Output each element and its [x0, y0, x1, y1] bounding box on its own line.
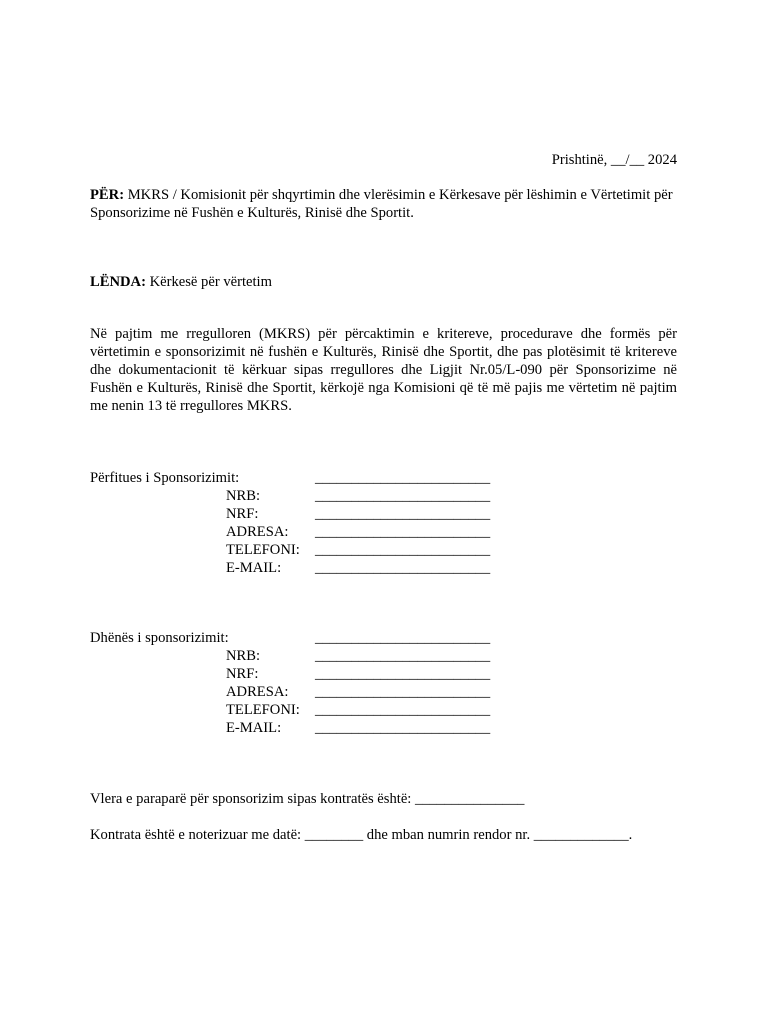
form-row: [90, 629, 510, 647]
field-blank: ________________________: [315, 702, 491, 718]
beneficiary-name-blank: ________________________: [315, 470, 491, 486]
contract-notary-line: Kontrata është e noterizuar me datë: ________ dhe mban numrin rendor nr. _____________.: [90, 827, 633, 843]
field-blank: ________________________: [315, 488, 491, 504]
field-blank: ________________________: [315, 720, 491, 736]
field-label-address: ADRESA:: [226, 684, 289, 700]
form-row: [90, 541, 510, 559]
field-label-phone: TELEFONI:: [226, 702, 300, 718]
sponsorship-value-line: Vlera e paraparë për sponsorizim sipas kontratës është: _______________: [90, 791, 525, 807]
form-row: [90, 719, 510, 737]
field-label-phone: TELEFONI:: [226, 542, 300, 558]
field-blank: ________________________: [315, 560, 491, 576]
sponsor-name-blank: ________________________: [315, 630, 491, 646]
form-row: [90, 665, 510, 683]
subject-label: LËNDA:: [90, 274, 146, 290]
field-blank: ________________________: [315, 506, 491, 522]
document-date: Prishtinë, __/__ 2024: [551, 152, 677, 168]
sponsor-title: Dhënës i sponsorizimit:: [90, 630, 229, 646]
form-row: [90, 559, 510, 577]
subject-paragraph: [90, 273, 677, 291]
field-label-nrf: NRF:: [226, 506, 259, 522]
recipient-paragraph: [90, 186, 677, 222]
field-label-address: ADRESA:: [226, 524, 289, 540]
field-label-email: E-MAIL:: [226, 720, 282, 736]
form-row: [90, 487, 510, 505]
field-blank: ________________________: [315, 684, 491, 700]
field-blank: ________________________: [315, 648, 491, 664]
sponsor-form: [90, 629, 510, 737]
form-row: [90, 505, 510, 523]
form-row: [90, 701, 510, 719]
recipient-label: PËR:: [90, 187, 125, 203]
field-blank: ________________________: [315, 666, 491, 682]
form-row: [90, 647, 510, 665]
form-row: [90, 469, 510, 487]
subject-text: Kërkesë për vërtetim: [145, 274, 272, 290]
request-body: Në pajtim me rregulloren (MKRS) për përcaktimin e kritereve, procedurave dhe formës për vërtetimin e sponsorizimit në fushën e Kulturës, Rinisë dhe Sportit, dhe pas plotësimit të kritereve dhe dokumentacionit të kërkuar sipas rregullores dhe Ligjit Nr.05/L-090 për Sponsorizime në Fushën e Kulturës, Rinisë dhe Sportit, kërkojë nga Komisioni që të më pajis me vërtetim në pajtim me nenin 13 të rregullores MKRS.: [90, 326, 677, 414]
field-blank: ________________________: [315, 542, 491, 558]
beneficiary-title: Përfitues i Sponsorizimit:: [90, 470, 240, 486]
field-label-nrb: NRB:: [226, 648, 261, 664]
form-row: [90, 523, 510, 541]
field-label-email: E-MAIL:: [226, 560, 282, 576]
field-blank: ________________________: [315, 524, 491, 540]
beneficiary-form: [90, 469, 510, 577]
form-row: [90, 683, 510, 701]
field-label-nrf: NRF:: [226, 666, 259, 682]
recipient-text: MKRS / Komisionit për shqyrtimin dhe vlerësimin e Kërkesave për lëshimin e Vërtetimit për Sponsorizime në Fushën e Kulturës, Rinisë dhe Sportit.: [90, 187, 673, 221]
field-label-nrb: NRB:: [226, 488, 261, 504]
